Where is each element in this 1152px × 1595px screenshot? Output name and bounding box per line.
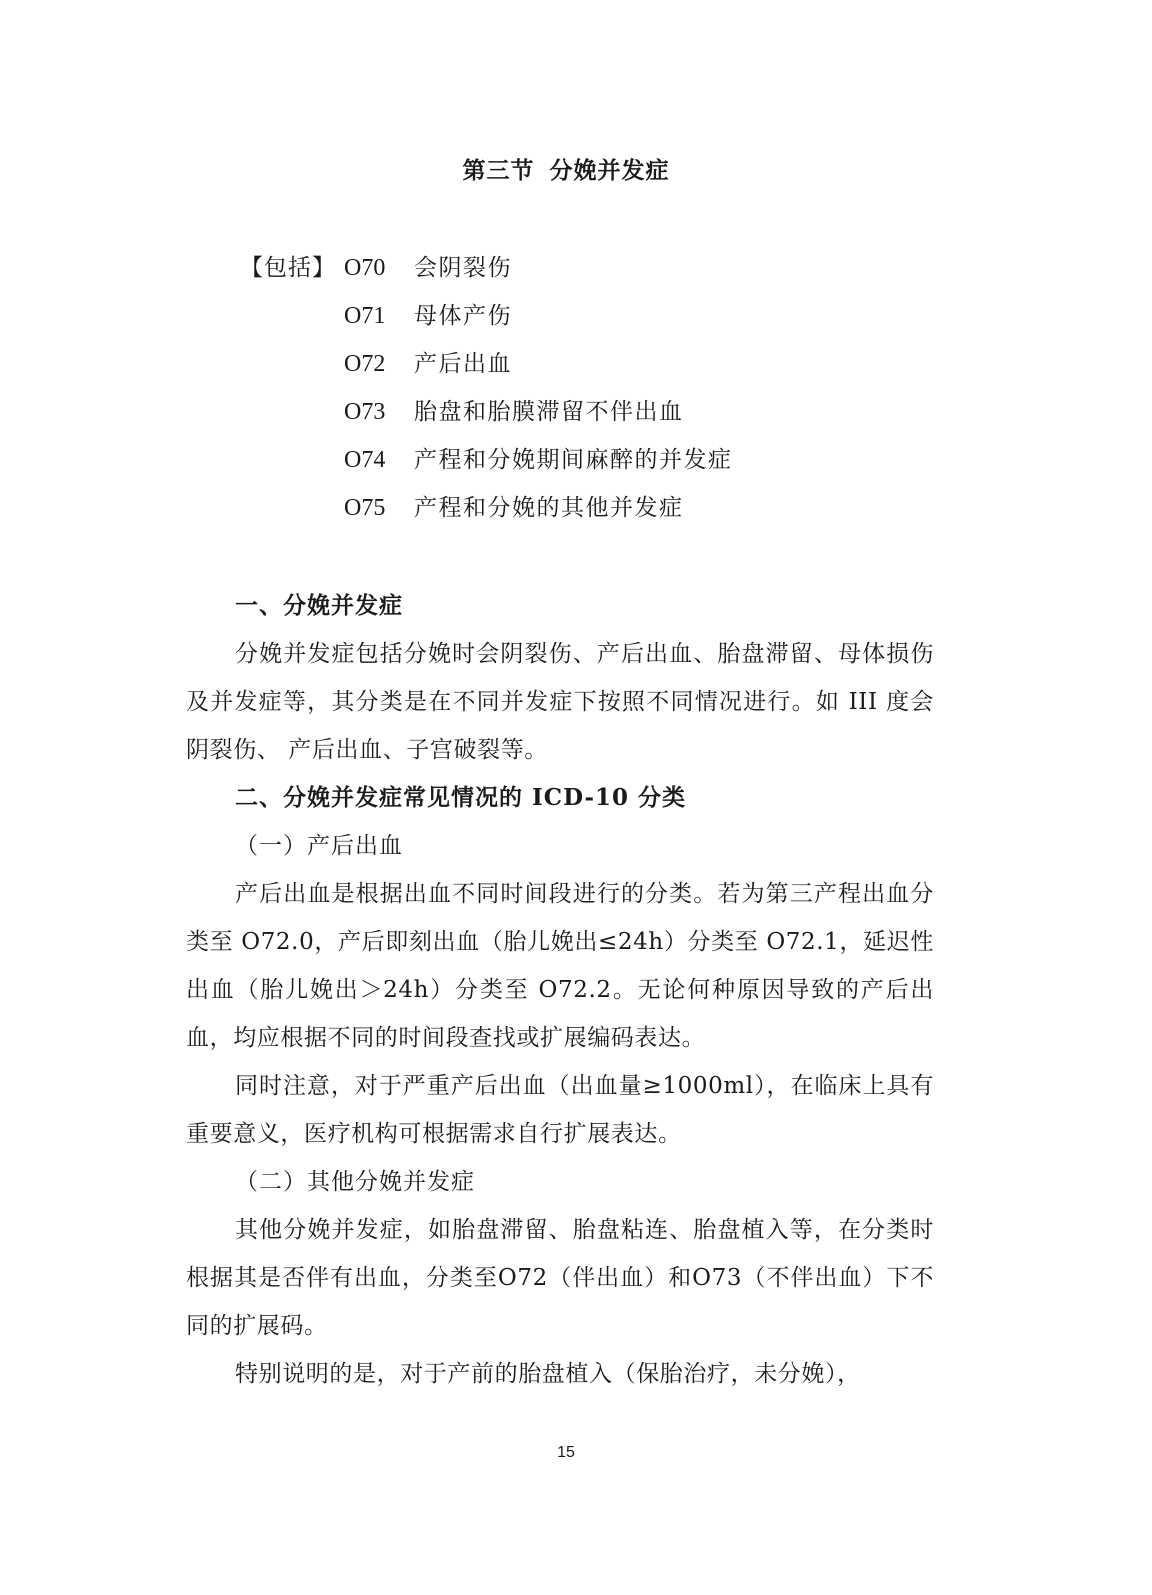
subsection1-paragraph: 同时注意，对于严重产后出血（出血量≥1000ml），在临床上具有重要意义，医疗机构可根据需求自行扩展表达。: [186, 1073, 934, 1147]
subsection1-paragraph: 产后出血是根据出血不同时间段进行的分类。若为第三产程出血分类至 O72.0，产后即刻出血（胎儿娩出≤24h）分类至 O72.1，延迟性出血（胎儿娩出＞24h）分类至 O72.2。无论何种原因导致的产后出血，均应根据不同的时间段查找或扩展编码表达。: [186, 881, 934, 1051]
section-title: 第三节 分娩并发症: [462, 157, 670, 184]
code: O70: [344, 255, 386, 281]
code: O74: [344, 447, 386, 473]
subsection2-paragraph: 其他分娩并发症，如胎盘滞留、胎盘粘连、胎盘植入等，在分类时根据其是否伴有出血，分类至O72（伴出血）和O73（不伴出血）下不同的扩展码。: [186, 1217, 934, 1339]
subsection2-paragraph: 特别说明的是，对于产前的胎盘植入（保胎治疗，未分娩），: [235, 1361, 861, 1387]
subsection2-heading: （二）其他分娩并发症: [235, 1169, 475, 1195]
code-description: 产后出血: [414, 351, 512, 377]
code-description: 母体产伤: [414, 303, 512, 329]
code-description: 产程和分娩的其他并发症: [414, 495, 684, 521]
code: O73: [344, 399, 386, 425]
code-description: 产程和分娩期间麻醉的并发症: [414, 447, 733, 473]
includes-label: 【包括】: [240, 255, 336, 281]
code-description: 胎盘和胎膜滞留不伴出血: [414, 399, 684, 425]
code-description: 会阴裂伤: [414, 255, 512, 281]
body-text: [186, 582, 934, 1398]
code: O71: [344, 303, 386, 329]
section2-heading: 二、分娩并发症常见情况的 ICD-10 分类: [235, 784, 687, 811]
subsection1-heading: （一）产后出血: [235, 833, 403, 859]
code: O75: [344, 495, 386, 521]
code: O72: [344, 351, 386, 377]
section1-heading: 一、分娩并发症: [235, 592, 403, 619]
section1-paragraph: 分娩并发症包括分娩时会阴裂伤、产后出血、胎盘滞留、母体损伤及并发症等，其分类是在不同并发症下按照不同情况进行。如 III 度会阴裂伤、 产后出血、子宫破裂等。: [186, 641, 934, 763]
page-number: 15: [557, 1444, 575, 1461]
